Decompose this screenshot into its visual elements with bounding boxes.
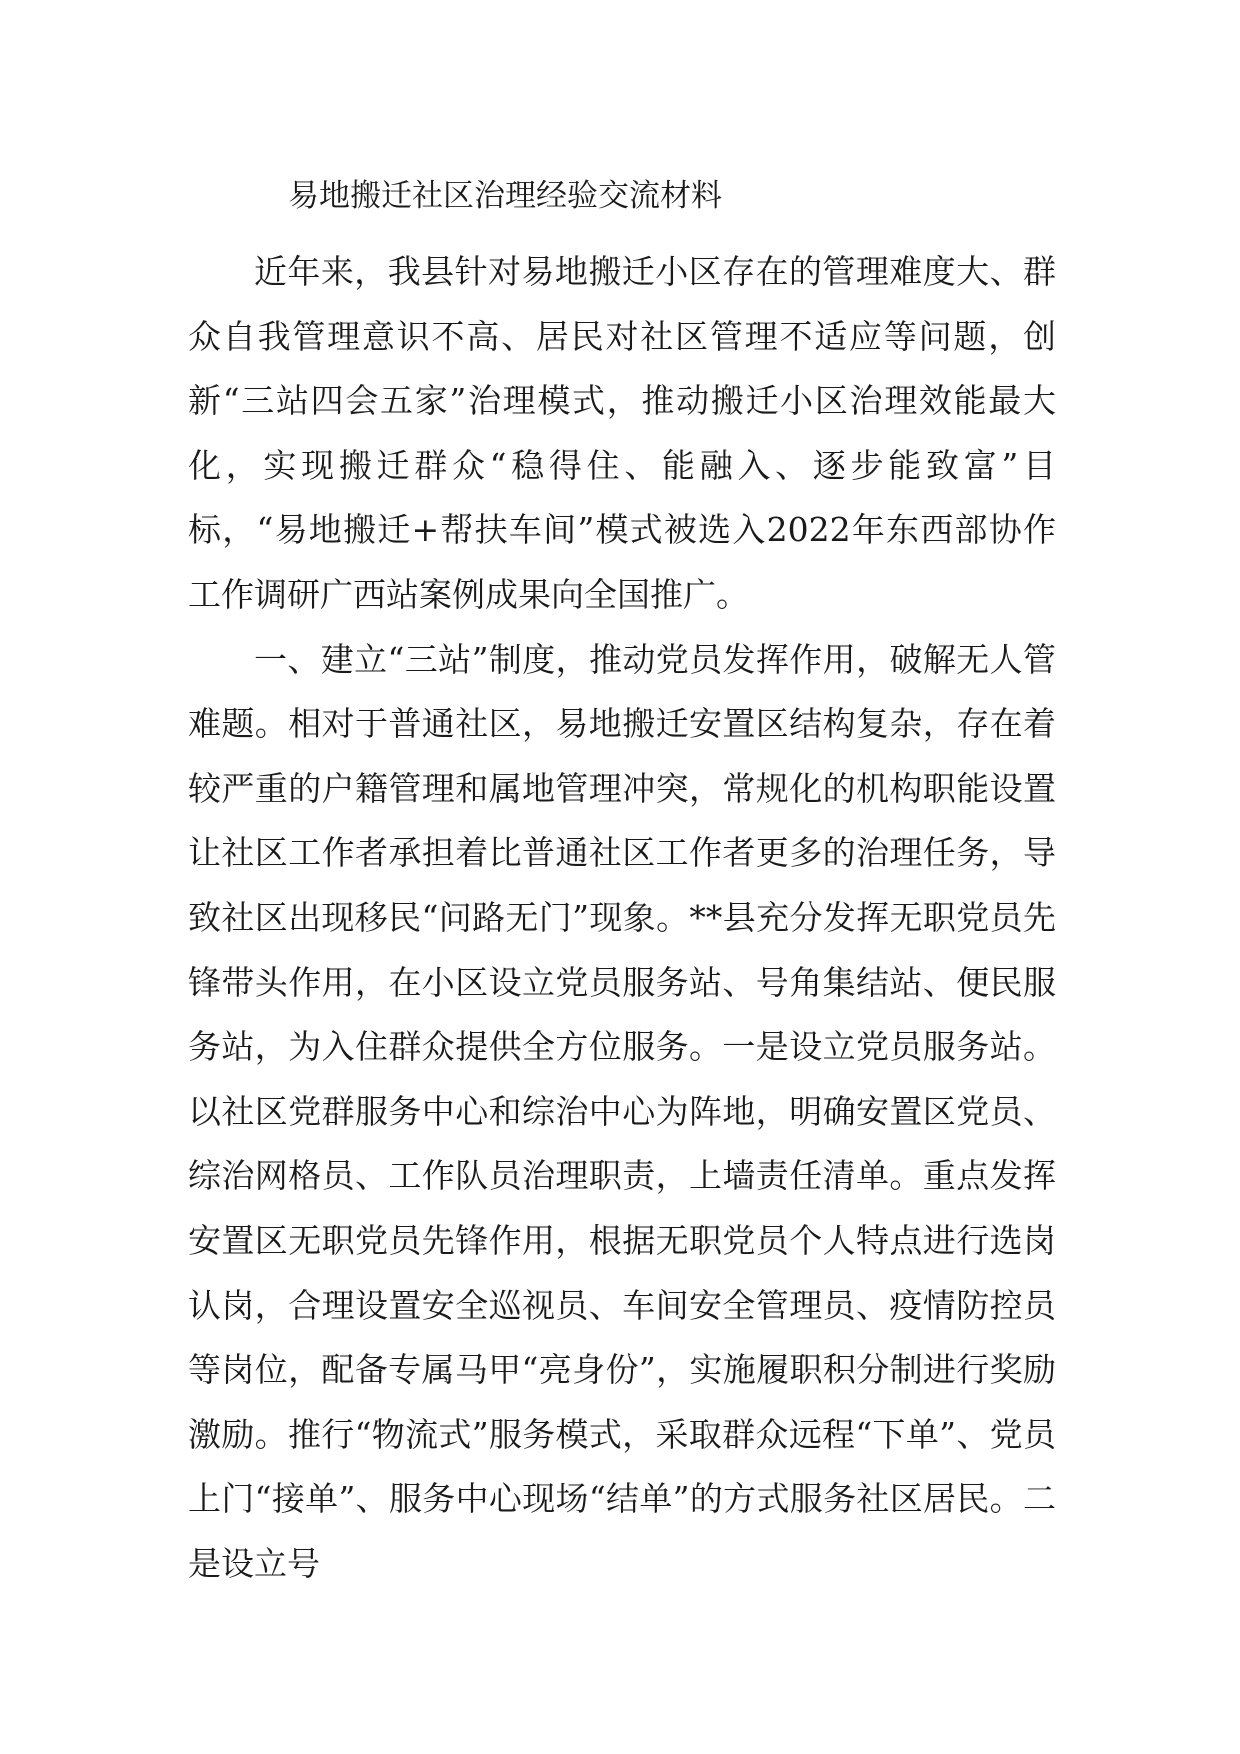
paragraph-section-one: 一、建立“三站”制度，推动党员发挥作用，破解无人管难题。相对于普通社区，易地搬迁安置区结构复杂，存在着较严重的户籍管理和属地管理冲突，常规化的机构职能设置让社区工作者承担着比普通社区工作者更多的治理任务，导致社区出现移民“问路无门”现象。**县充分发挥无职党员先锋带头作用，在小区设立党员服务站、号角集结站、便民服务站，为入住群众提供全方位服务。一是设立党员服务站。以社区党群服务中心和综治中心为阵地，明确安置区党员、综治网格员、工作队员治理职责，上墙责任清单。重点发挥安置区无职党员先锋作用，根据无职党员个人特点进行选岗认岗，合理设置安全巡视员、车间安全管理员、疫情防控员等岗位，配备专属马甲“亮身份”，实施履职积分制进行奖励激励。推行“物流式”服务模式，采取群众远程“下单”、党员上门“接单”、服务中心现场“结单”的方式服务社区居民。二是设立号 <box>188 639 1056 1583</box>
document-title: 易地搬迁社区治理经验交流材料 <box>288 178 722 214</box>
document-body <box>188 240 1056 1596</box>
paragraph-intro: 近年来，我县针对易地搬迁小区存在的管理难度大、群众自我管理意识不高、居民对社区管理不适应等问题，创新“三站四会五家”治理模式，推动搬迁小区治理效能最大化，实现搬迁群众“稳得住、能融入、逐步能致富”目标，“易地搬迁+帮扶车间”模式被选入2022年东西部协作工作调研广西站案例成果向全国推广。 <box>188 252 1056 614</box>
